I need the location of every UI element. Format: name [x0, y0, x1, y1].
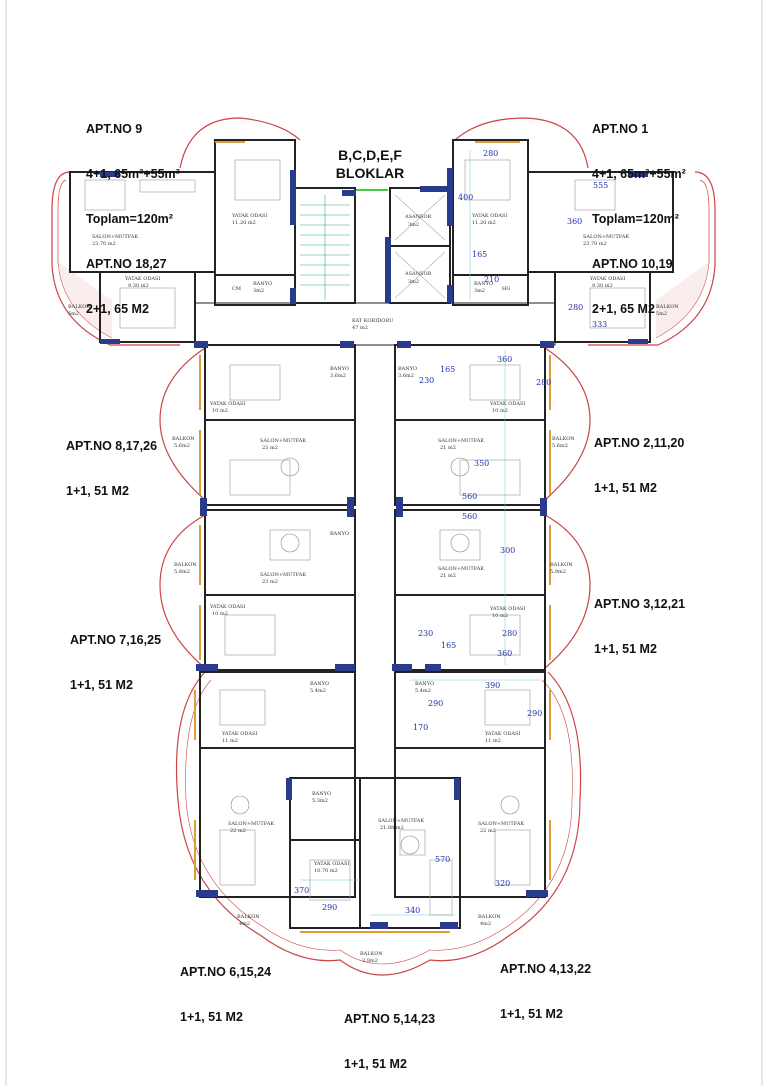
room-label: YATAK ODASI [125, 276, 161, 282]
room-label: 3m2 [474, 288, 486, 294]
room-label: 11.20 m2 [472, 220, 496, 226]
room-label: 23 m2 [262, 579, 278, 585]
room-label: BALKON [172, 436, 195, 442]
dimension-label: 165 [440, 365, 456, 374]
room-label: BANYO [398, 366, 418, 372]
room-label: 5.6m2 [552, 443, 568, 449]
room-label: 5m2 [68, 311, 80, 317]
room-label: 4m2 [480, 921, 492, 927]
dimension-label: 300 [500, 546, 516, 555]
room-label: SALON+MUTFAK [438, 566, 485, 572]
room-label: 47 m2 [352, 325, 368, 331]
room-label: 21.88 m2 [380, 825, 404, 831]
room-label: 10 m2 [492, 613, 508, 619]
apt7-label: APT.NO 7,16,25 1+1, 51 M2 [70, 633, 162, 692]
room-label: YATAK ODASI [222, 731, 258, 737]
apt2-label: APT.NO 2,11,20 1+1, 51 M2 [594, 436, 685, 495]
room-label: 3.9m2 [362, 958, 378, 964]
room-label: KAT KORIDORU [352, 318, 394, 324]
dimension-label: 333 [592, 320, 608, 329]
room-label: CM [232, 286, 241, 292]
room-label: 11 m2 [222, 738, 238, 744]
room-label: YATAK ODASI [590, 276, 626, 282]
room-label: 3m2 [408, 279, 420, 285]
dimension-label: 230 [418, 629, 434, 638]
room-label: BALKON [237, 914, 260, 920]
dimension-label: 360 [567, 217, 583, 226]
apt9-label: APT.NO 9 4+1, 65m²+55m² Toplam=120m² APT.NO 18,27 2+1, 65 M2 [86, 122, 180, 316]
room-label: 23.70 m2 [583, 241, 607, 247]
dimension-label: 170 [413, 723, 429, 732]
block-header-line2: BLOKLAR [335, 165, 405, 181]
room-label: YATAK ODASI [314, 861, 350, 867]
room-label: 5.9m2 [550, 569, 566, 575]
room-label: BALKON [552, 436, 575, 442]
room-label: BALKON [550, 562, 573, 568]
room-label: BANYO [310, 681, 330, 687]
room-label: YATAK ODASI [485, 731, 521, 737]
room-label: BANYO [253, 281, 273, 287]
room-label: BANYO [312, 791, 332, 797]
room-label: SALON+MUTFAK [378, 818, 425, 824]
dimension-label: 210 [484, 275, 500, 284]
room-label: SALON+MUTFAK [260, 572, 307, 578]
room-label: 11.20 m2 [232, 220, 256, 226]
room-label: ASANSOR [405, 214, 432, 220]
room-label: 22 m2 [480, 828, 496, 834]
room-label: BALKON [174, 562, 197, 568]
dimension-label: 340 [405, 906, 421, 915]
room-label: BANYO [415, 681, 435, 687]
apt4-label: APT.NO 4,13,22 1+1, 51 M2 [500, 962, 592, 1021]
dimension-label: 280 [502, 629, 518, 638]
room-label: SALON+MUTFAK [260, 438, 307, 444]
block-header-line1: B,C,D,E,F [338, 147, 402, 163]
room-label: HG [502, 286, 511, 292]
apt8-label: APT.NO 8,17,26 1+1, 51 M2 [66, 439, 158, 498]
dimension-label: 560 [462, 492, 478, 501]
room-label: ASANSOR [405, 271, 432, 277]
room-label: 5.6m2 [174, 443, 190, 449]
room-label: BALKON [478, 914, 501, 920]
room-label: 10 m2 [212, 611, 228, 617]
room-label: BALKON [68, 304, 91, 310]
room-label: BALKON [360, 951, 383, 957]
room-label: 5.8m2 [174, 569, 190, 575]
room-label: 5.4m2 [310, 688, 326, 694]
room-label: 9.30 m2 [128, 283, 149, 289]
dimension-label: 230 [419, 376, 435, 385]
room-label: YATAK ODASI [232, 213, 268, 219]
room-label: BANYO [330, 366, 350, 372]
dimension-label: 360 [497, 649, 513, 658]
room-label: YATAK ODASI [210, 604, 246, 610]
room-label: 5m2 [656, 311, 668, 317]
room-label: 10.70 m2 [314, 868, 338, 874]
room-label: 4m2 [239, 921, 251, 927]
dimension-label: 280 [568, 303, 584, 312]
dimension-label: 555 [593, 181, 609, 190]
room-label: 21 m2 [440, 573, 456, 579]
room-label: YATAK ODASI [490, 401, 526, 407]
dimension-label: 560 [462, 512, 478, 521]
room-label: 3.6m2 [330, 373, 346, 379]
room-label: BANYO [330, 531, 350, 537]
block-header [325, 146, 415, 182]
room-label: SALON+MUTFAK [228, 821, 275, 827]
room-label: 11 m2 [485, 738, 501, 744]
room-label: BANYO [474, 281, 494, 287]
room-label: YATAK ODASI [210, 401, 246, 407]
apt5-label: APT.NO 5,14,23 1+1, 51 M2 [344, 1012, 436, 1071]
dimension-label: 165 [441, 641, 457, 650]
room-label: 5.3m2 [312, 798, 328, 804]
dimension-label: 370 [294, 886, 310, 895]
dimension-label: 360 [497, 355, 513, 364]
room-label: YATAK ODASI [490, 606, 526, 612]
dimension-label: 280 [483, 149, 499, 158]
dimension-label: 165 [472, 250, 488, 259]
room-label: 3.6m2 [398, 373, 414, 379]
dimension-label: 280 [536, 378, 552, 387]
apt3-label: APT.NO 3,12,21 1+1, 51 M2 [594, 597, 686, 656]
room-label: 3m2 [253, 288, 265, 294]
dimension-label: 390 [485, 681, 501, 690]
room-label: SALON+MUTFAK [92, 234, 139, 240]
room-label: 3m2 [408, 222, 420, 228]
room-label: 9.30 m2 [592, 283, 613, 289]
room-label: 23 m2 [262, 445, 278, 451]
apt6-label: APT.NO 6,15,24 1+1, 51 M2 [180, 965, 272, 1024]
room-label: 5.4m2 [415, 688, 431, 694]
room-label: SALON+MUTFAK [583, 234, 630, 240]
room-label: 21 m2 [440, 445, 456, 451]
room-label: 23.70 m2 [92, 241, 116, 247]
dimension-label: 400 [458, 193, 474, 202]
columns [100, 168, 648, 929]
dimension-label: 320 [495, 879, 511, 888]
room-label: SALON+MUTFAK [478, 821, 525, 827]
room-label: 10 m2 [492, 408, 508, 414]
dimension-label: 290 [322, 903, 338, 912]
dimension-label: 350 [474, 459, 490, 468]
room-label: 22 m2 [230, 828, 246, 834]
dimension-label: 290 [428, 699, 444, 708]
dimension-label: 570 [435, 855, 451, 864]
room-label: SALON+MUTFAK [438, 438, 485, 444]
room-label: YATAK ODASI [472, 213, 508, 219]
dimension-label: 290 [527, 709, 543, 718]
room-label: 10 m2 [212, 408, 228, 414]
apt1-label: APT.NO 1 4+1, 65m²+55m² Toplam=120m² APT.NO 10,19 2+1, 65 M2 [592, 122, 686, 316]
room-label: BALKON [656, 304, 679, 310]
